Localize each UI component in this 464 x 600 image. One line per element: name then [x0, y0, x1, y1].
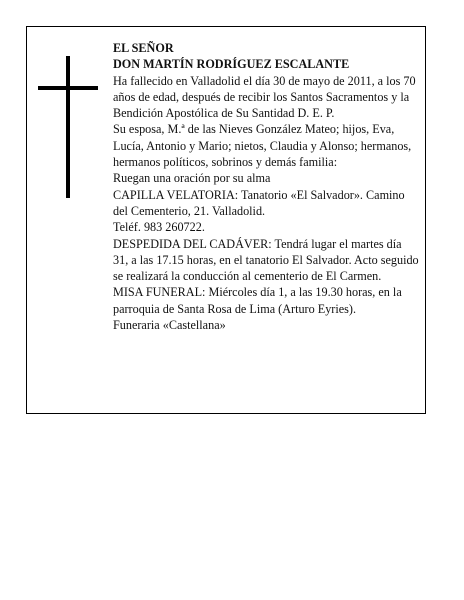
wake-chapel: CAPILLA VELATORIA: Tanatorio «El Salvador». Camino del Cementerio, 21. Valladolid. — [113, 187, 405, 218]
obituary-notice — [26, 26, 426, 414]
notice-text — [113, 40, 419, 333]
cross-vertical-bar — [66, 56, 70, 198]
funeral-mass: MISA FUNERAL: Miércoles día 1, a las 19.30 horas, en la parroquia de Santa Rosa de Lima (Arturo Eyries). — [113, 285, 402, 316]
funeral-home: Funeraria «Castellana» — [113, 318, 226, 333]
prayer-request: Ruegan una oración por su alma — [113, 171, 271, 186]
farewell-details: DESPEDIDA DEL CADÁVER: Tendrá lugar el martes día 31, a las 17.15 horas, en el tanatorio El Salvador. Acto seguido se realizará la conducción al cementerio de El Carmen. — [113, 236, 419, 284]
cross-horizontal-bar — [38, 86, 98, 90]
phone-number: Teléf. 983 260722. — [113, 220, 205, 235]
deceased-name: DON MARTÍN RODRÍGUEZ ESCALANTE — [113, 57, 350, 72]
death-announcement: Ha fallecido en Valladolid el día 30 de mayo de 2011, a los 70 años de edad, después de recibir los Santos Sacramentos y la Bendición Apostólica de Su Santidad D. E. P. — [113, 73, 416, 121]
notice-title: EL SEÑOR — [113, 41, 174, 55]
family-list: Su esposa, M.ª de las Nieves González Mateo; hijos, Eva, Lucía, Antonio y Mario; nietos, Claudia y Alonso; hermanos, hermanos políticos, sobrinos y demás familia: — [113, 122, 412, 170]
